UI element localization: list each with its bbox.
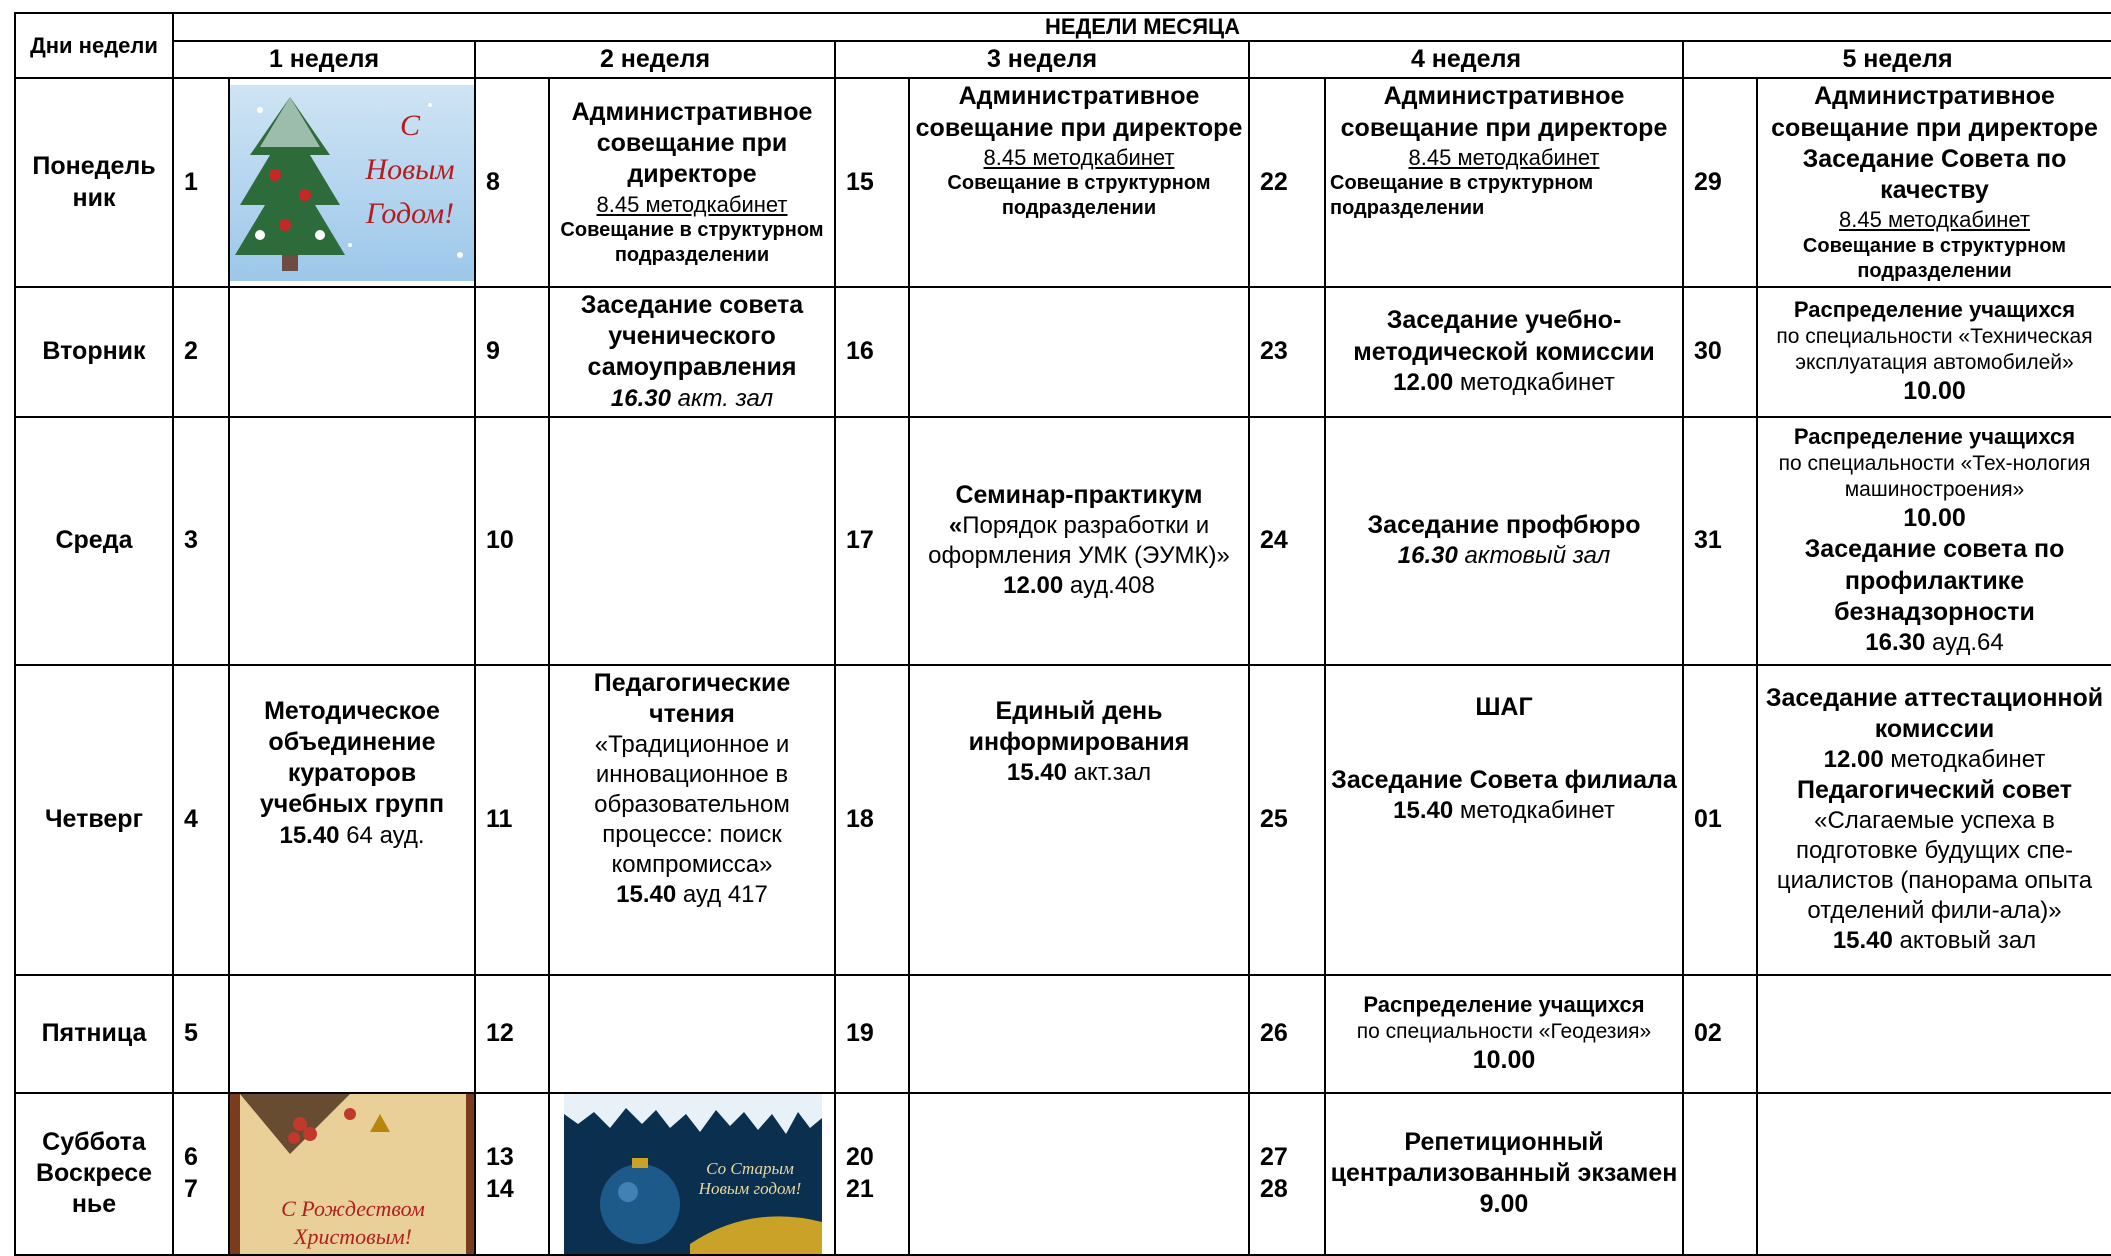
event-cell — [909, 417, 1249, 665]
date-cell: 10 — [475, 417, 549, 665]
schedule-table — [14, 12, 2111, 1256]
event-title: Административное совещание при директоре — [1340, 82, 1668, 142]
event-title-2: Заседание Совета филиала — [1331, 765, 1677, 794]
date-cell: 17 — [835, 417, 909, 665]
date-cell: 22 — [1249, 78, 1325, 287]
event-title: Распределение учащихся — [1793, 297, 2076, 322]
event-text: по специальности «Геодезия» — [1356, 1019, 1652, 1043]
new-year-tree-icon — [230, 85, 475, 281]
date-cell: 9 — [475, 287, 549, 417]
week-1-header: 1 неделя — [173, 41, 475, 78]
event-cell — [549, 665, 835, 975]
new-year-card-word: Новым — [365, 153, 455, 186]
event-time: 10.00 — [1903, 377, 1966, 405]
day-label-thursday: Четверг — [15, 665, 173, 975]
event-title: Единый день информирования — [968, 696, 1190, 756]
date-saturday: 27 — [1260, 1143, 1288, 1172]
event-time-2: 15.40 — [1832, 927, 1893, 955]
event-time: 16.30 — [1397, 542, 1458, 570]
event-title: Заседание учебно-методической комиссии — [1353, 306, 1655, 366]
event-title: Педагогические чтения — [593, 668, 791, 728]
event-place: методкабинет — [1890, 746, 2046, 774]
event-time: 10.00 — [1472, 1045, 1536, 1074]
event-time-2: 16.30 — [1865, 629, 1926, 656]
row-friday — [15, 975, 2111, 1093]
date-cell: 26 — [1249, 975, 1325, 1093]
empty-cell — [1757, 975, 2111, 1093]
date-cell: 29 — [1683, 78, 1757, 287]
empty-cell — [909, 287, 1249, 417]
date-cell-weekend — [475, 1093, 549, 1255]
empty-cell — [909, 975, 1249, 1093]
date-cell — [1683, 1093, 1757, 1255]
week-5-header: 5 неделя — [1683, 41, 2111, 78]
date-cell-weekend — [173, 1093, 229, 1255]
event-time: 15.40 — [1393, 797, 1454, 824]
row-weekend — [15, 1093, 2111, 1255]
event-cell — [1757, 417, 2111, 665]
date-sunday: 7 — [184, 1174, 198, 1203]
event-title: Заседание аттестационной комиссии — [1765, 683, 2104, 743]
event-time: 15.40 — [616, 881, 677, 908]
day-label-friday: Пятница — [15, 975, 173, 1093]
christmas-card-text-1: С Рождеством — [281, 1195, 425, 1221]
event-note: Совещание в структурном подразделении — [560, 219, 824, 267]
week-2-header: 2 неделя — [475, 41, 835, 78]
days-column-header: Дни недели — [15, 13, 173, 78]
date-cell: 18 — [835, 665, 909, 975]
day-label-monday: Понедель ник — [15, 78, 173, 287]
event-cell — [1325, 665, 1683, 975]
event-time: 9.00 — [1479, 1190, 1529, 1219]
day-label-wednesday: Среда — [15, 417, 173, 665]
event-title: Методическое объединение кураторов учебных групп — [259, 696, 445, 819]
event-cell — [909, 665, 1249, 975]
week-3-header: 3 неделя — [835, 41, 1249, 78]
empty-cell — [549, 417, 835, 665]
event-note: Совещание в структурном подразделении — [1802, 234, 2067, 282]
ornament-card-icon — [550, 1094, 835, 1254]
event-title-2: Заседание совета по профилактике безнадзорности — [1804, 535, 2065, 626]
event-time: 12.00 — [1823, 746, 1884, 774]
old-new-year-card — [549, 1093, 835, 1255]
day-label-tuesday: Вторник — [15, 287, 173, 417]
event-quote: « — [948, 512, 963, 540]
event-title: Семинар-практикум — [955, 480, 1203, 509]
christmas-card-icon — [230, 1094, 475, 1254]
event-cell — [1325, 417, 1683, 665]
event-title: Распределение учащихся — [1793, 424, 2076, 449]
date-sunday: 28 — [1260, 1174, 1288, 1203]
event-place: 8.45 методкабинет — [983, 144, 1175, 170]
empty-cell — [549, 975, 835, 1093]
row-thursday — [15, 665, 2111, 975]
date-cell: 31 — [1683, 417, 1757, 665]
date-cell: 30 — [1683, 287, 1757, 417]
date-cell: 12 — [475, 975, 549, 1093]
empty-cell — [229, 975, 475, 1093]
new-year-card-word: Годом! — [365, 197, 455, 230]
date-sunday: 14 — [486, 1174, 514, 1203]
row-tuesday — [15, 287, 2111, 417]
date-cell: 5 — [173, 975, 229, 1093]
event-place: ауд 417 — [682, 881, 768, 908]
event-title: Административное совещание при директоре — [571, 97, 813, 189]
event-text: «Слагаемые успеха в подготовке будущих спе-циалистов (панорама опыта отделений фили-ала)» — [1776, 807, 2093, 925]
empty-cell — [229, 287, 475, 417]
event-cell — [1325, 78, 1683, 287]
event-cell — [909, 78, 1249, 287]
date-cell: 8 — [475, 78, 549, 287]
date-cell: 16 — [835, 287, 909, 417]
date-cell: 3 — [173, 417, 229, 665]
empty-cell — [909, 1093, 1249, 1255]
event-cell — [1757, 665, 2111, 975]
event-note: Совещание в структурном подразделении — [1330, 172, 1594, 220]
event-place-2: ауд.64 — [1932, 629, 2004, 656]
date-cell: 4 — [173, 665, 229, 975]
date-cell: 01 — [1683, 665, 1757, 975]
date-saturday: 20 — [846, 1143, 874, 1172]
date-cell: 02 — [1683, 975, 1757, 1093]
date-cell: 11 — [475, 665, 549, 975]
event-note: Совещание в структурном подразделении — [947, 172, 1211, 220]
event-place: 64 ауд. — [346, 821, 425, 849]
date-cell: 2 — [173, 287, 229, 417]
date-saturday: 13 — [486, 1143, 514, 1172]
event-title: Административное совещание при директоре — [915, 82, 1243, 142]
event-place: методкабинет — [1459, 797, 1615, 824]
event-text: по специальности «Тех-нология машиностроения» — [1778, 451, 2091, 501]
row-monday — [15, 78, 2111, 287]
old-new-year-text-1: Со Старым — [706, 1158, 794, 1178]
day-label-weekend: Суббота Воскресе нье — [15, 1093, 173, 1255]
christmas-card — [229, 1093, 475, 1255]
event-title: Административное совещание при директоре — [1771, 82, 2098, 142]
row-wednesday — [15, 417, 2111, 665]
event-time: 12.00 — [1393, 368, 1454, 396]
event-title: ШАГ — [1475, 692, 1533, 721]
date-saturday: 6 — [184, 1143, 198, 1172]
week-4-header: 4 неделя — [1249, 41, 1683, 78]
event-time: 12.00 — [1003, 572, 1064, 600]
date-cell: 15 — [835, 78, 909, 287]
new-year-card-word: С — [399, 109, 421, 142]
date-cell-weekend — [1249, 1093, 1325, 1255]
event-place-2: актовый зал — [1899, 927, 2037, 955]
event-place: акт. зал — [677, 384, 774, 412]
event-text: «Традиционное и инновационное в образовательном процессе: поиск компромисса» — [594, 731, 790, 878]
event-title: Распределение учащихся — [1363, 992, 1645, 1017]
empty-cell — [1757, 1093, 2111, 1255]
event-time: 10.00 — [1903, 504, 1966, 532]
event-time: 16.30 — [610, 384, 671, 412]
event-title: Репетиционный централизованный экзамен — [1330, 1127, 1678, 1187]
event-place: актовый зал — [1464, 542, 1611, 570]
event-cell — [549, 78, 835, 287]
event-cell — [1325, 975, 1683, 1093]
event-cell — [1325, 1093, 1683, 1255]
event-time: 15.40 — [279, 821, 340, 849]
event-place: 8.45 методкабинет — [1839, 207, 2030, 233]
page-title-cut — [0, 0, 2111, 2]
new-year-card — [229, 78, 475, 287]
event-title: Заседание профбюро — [1367, 510, 1641, 539]
event-title-2: Педагогический совет — [1797, 776, 2072, 805]
event-place: методкабинет — [1459, 368, 1615, 396]
date-cell: 24 — [1249, 417, 1325, 665]
event-title-2: Заседание Совета по качеству — [1802, 144, 2067, 204]
event-place: ауд.408 — [1069, 572, 1155, 600]
event-text: Порядок разработки и оформления УМК (ЭУМК)» — [928, 512, 1230, 570]
event-text: по специальности «Техническая эксплуатация автомобилей» — [1776, 324, 2093, 374]
date-sunday: 21 — [846, 1174, 874, 1203]
event-time: 15.40 — [1006, 759, 1067, 786]
event-cell — [229, 665, 475, 975]
event-cell — [549, 287, 835, 417]
date-cell: 1 — [173, 78, 229, 287]
date-cell-weekend — [835, 1093, 909, 1255]
event-place: 8.45 методкабинет — [1408, 144, 1600, 170]
event-cell — [1325, 287, 1683, 417]
weeks-span-header: НЕДЕЛИ МЕСЯЦА — [173, 13, 2111, 41]
empty-cell — [229, 417, 475, 665]
event-cell — [1757, 287, 2111, 417]
date-cell: 25 — [1249, 665, 1325, 975]
date-cell: 19 — [835, 975, 909, 1093]
event-place: акт.зал — [1073, 759, 1152, 786]
date-cell: 23 — [1249, 287, 1325, 417]
old-new-year-text-2: Новым годом! — [698, 1178, 802, 1198]
christmas-card-text-2: Христовым! — [294, 1223, 412, 1249]
event-cell — [1757, 78, 2111, 287]
event-title: Заседание совета ученического самоуправления — [580, 290, 804, 382]
event-place: 8.45 методкабинет — [596, 191, 788, 217]
